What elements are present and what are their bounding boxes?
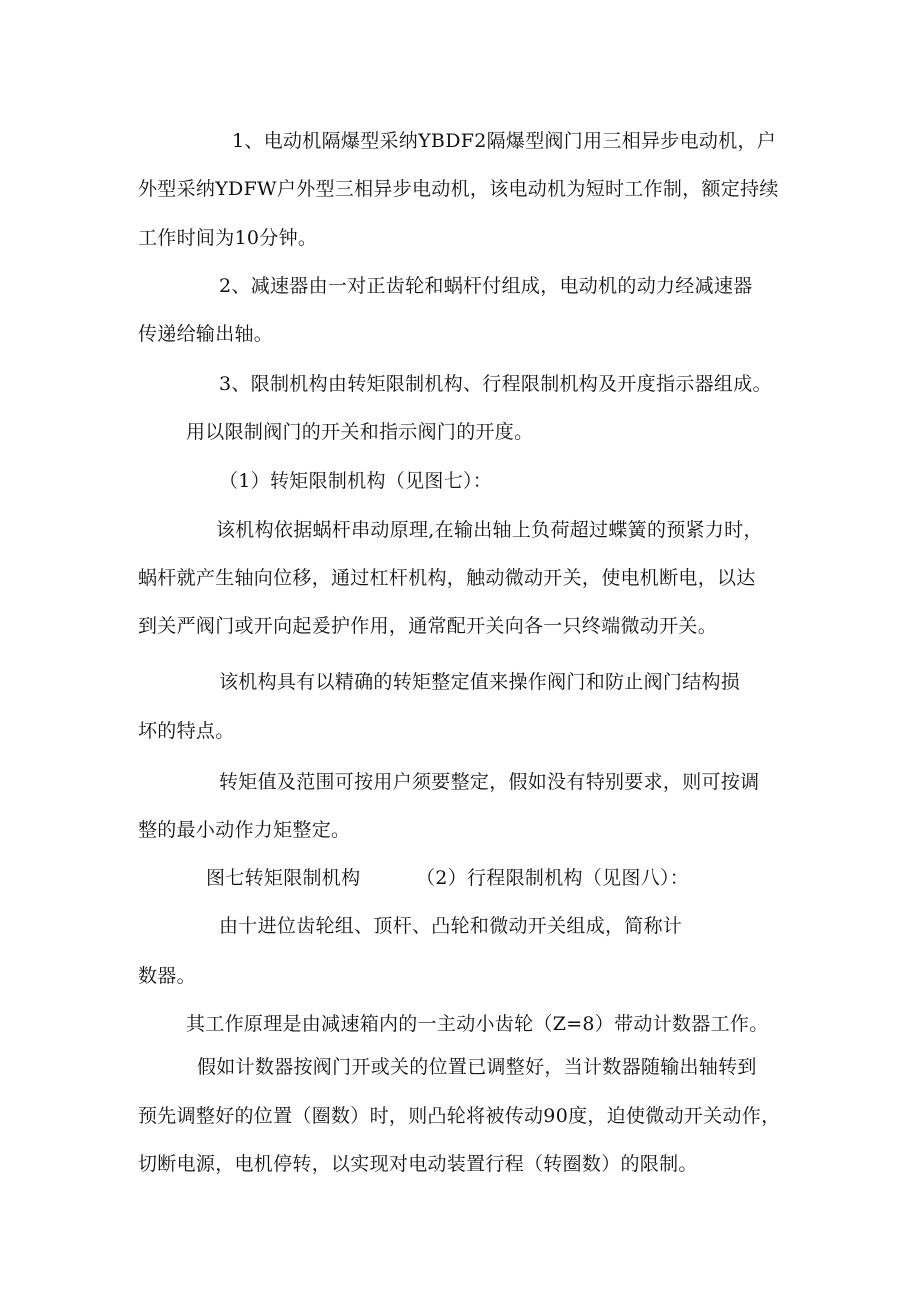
- paragraph-4-line-1: 该机构依据蜗杆串动原理,在输出轴上负荷超过蝶簧的预紧力时，: [216, 519, 763, 541]
- paragraph-4-line-3: 到关严阀门或开向起爰护作用，通常配开关向各一只终端微动开关。: [138, 615, 718, 637]
- paragraph-1-line-2: 外型采纳YDFW户外型三相异步电动机，该电动机为短时工作制，额定持续: [138, 178, 779, 200]
- paragraph-7-line-1: 由十进位齿轮组、顶杆、凸轮和微动开关组成，简称计: [219, 915, 683, 937]
- section-heading-torque-limit: （1）转矩限制机构（见图七）：: [219, 470, 493, 492]
- paragraph-1-line-3: 工作时间为10分钟。: [138, 227, 318, 249]
- paragraph-9-line-1: 假如计数器按阀门开或关的位置已调整好，当计数器随输出轴转到: [197, 1056, 757, 1078]
- paragraph-1-line-1: 1、电动机隔爆型采纳YBDF2隔爆型阀门用三相异步电动机，户: [232, 130, 777, 152]
- paragraph-3-line-1: 3、限制机构由转矩限制机构、行程限制机构及开度指示器组成。: [219, 373, 772, 395]
- section-heading-travel-limit: （2）行程限制机构（见图八）：: [416, 867, 690, 889]
- paragraph-7-line-2: 数器。: [138, 965, 196, 987]
- paragraph-9-line-2: 预先调整好的位置（圈数）时，则凸轮将被传动90度，迫使微动开关动作，: [138, 1105, 781, 1127]
- paragraph-2-line-2: 传递给输出轴。: [138, 323, 274, 345]
- figure-caption: 图七转矩限制机构: [206, 867, 361, 889]
- paragraph-2-line-1: 2、减速器由一对正齿轮和蜗杆付组成，电动机的动力经减速器: [219, 275, 753, 297]
- paragraph-6-line-2: 整的最小动作力矩整定。: [138, 819, 351, 841]
- paragraph-5-line-2: 坏的特点。: [138, 720, 235, 742]
- paragraph-3-line-2: 用以限制阀门的开关和指示阀门的开度。: [186, 421, 534, 443]
- paragraph-9-line-3: 切断电源，电机停转，以实现对电动装置行程（转圈数）的限制。: [138, 1153, 698, 1175]
- paragraph-5-line-1: 该机构具有以精确的转矩整定值来操作阀门和防止阀门结构损: [219, 671, 741, 693]
- paragraph-6-line-1: 转矩值及范围可按用户须要整定，假如没有特别要求，则可按调: [219, 771, 760, 793]
- paragraph-8: 其工作原理是由减速箱内的一主动小齿轮（Z=8）带动计数器工作。: [186, 1013, 769, 1035]
- paragraph-4-line-2: 蜗杆就产生轴向位移，通过杠杆机构，触动微动开关，使电机断电，以达: [138, 567, 756, 589]
